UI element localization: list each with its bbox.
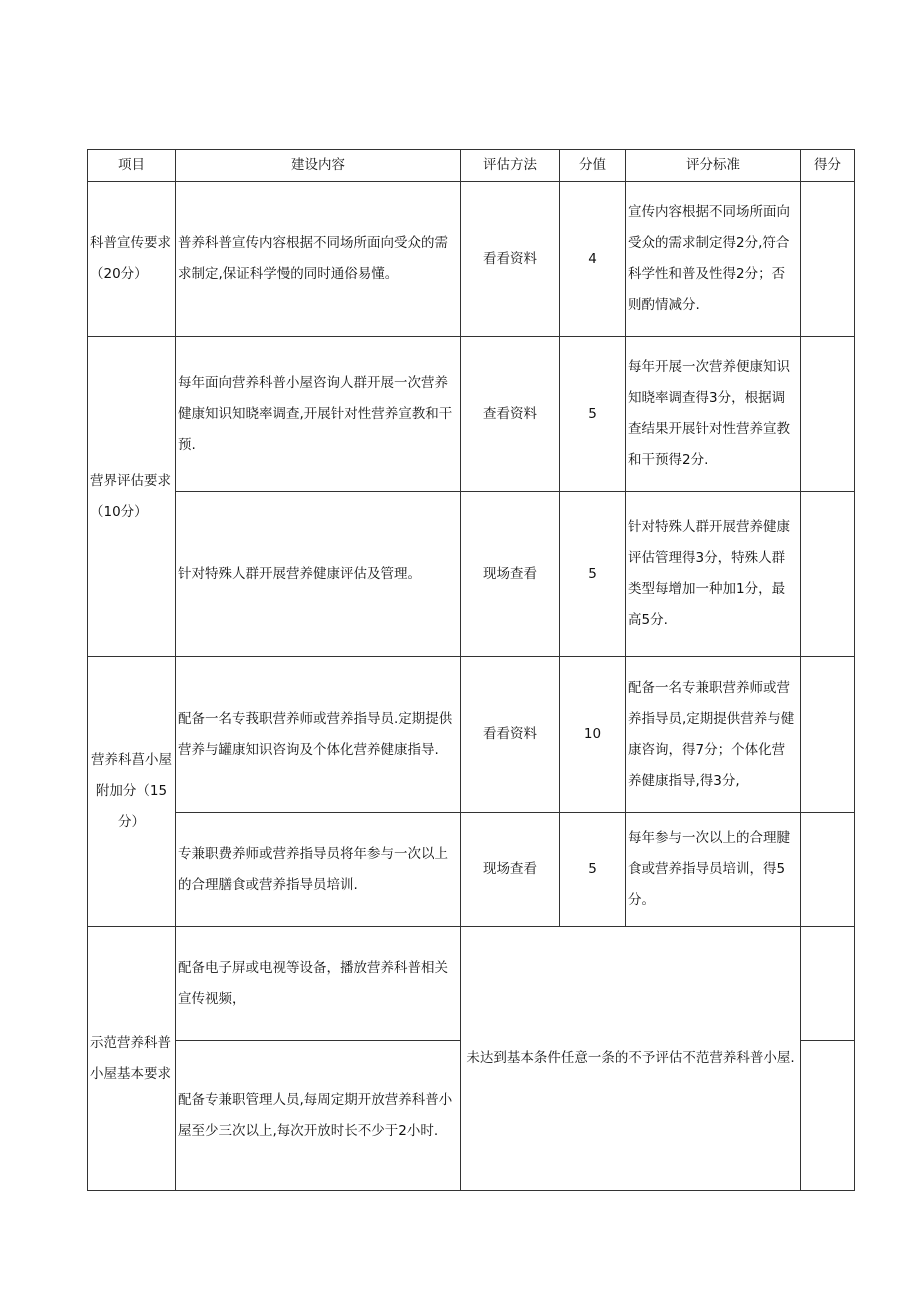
points-cell: 5 xyxy=(560,492,626,657)
project-cell: 营界评估要求（10分） xyxy=(88,337,176,657)
score-cell[interactable] xyxy=(801,813,855,927)
score-cell[interactable] xyxy=(801,657,855,813)
score-cell[interactable] xyxy=(801,492,855,657)
content-cell: 配备专兼职管理人员,每周定期开放营养科普小屋至少三次以上,每次开放时长不少于2小时. xyxy=(176,1041,461,1191)
header-content: 建设内容 xyxy=(176,150,461,182)
criteria-cell: 宣传内容根据不同场所面向受众的需求制定得2分,符合科学性和普及性得2分；否则酌情减分. xyxy=(626,182,801,337)
table-row xyxy=(88,182,855,337)
content-cell: 专兼职费养师或营养指导员将年参与一次以上的合理膳食或营养指导员培训. xyxy=(176,813,461,927)
header-row xyxy=(88,150,855,182)
points-cell: 4 xyxy=(560,182,626,337)
table-row xyxy=(88,337,855,492)
content-cell: 每年面向营养科普小屋咨询人群开展一次营养健康知识知晓率调查,开展针对性营养宣教和干预. xyxy=(176,337,461,492)
project-cell: 营养科菖小屋附加分（15分） xyxy=(88,657,176,927)
score-cell[interactable] xyxy=(801,927,855,1041)
content-cell: 配备电子屏或电视等设备，播放营养科普相关宣传视频， xyxy=(176,927,461,1041)
method-cell: 看看资料 xyxy=(461,182,560,337)
header-score: 得分 xyxy=(801,150,855,182)
merged-note-cell: 未达到基本条件任意一条的不予评估不范营养科普小屋. xyxy=(461,927,801,1191)
table-row xyxy=(88,927,855,1041)
project-cell: 示范营养科普小屋基本要求 xyxy=(88,927,176,1191)
header-method: 评估方法 xyxy=(461,150,560,182)
points-cell: 5 xyxy=(560,337,626,492)
score-cell[interactable] xyxy=(801,182,855,337)
points-cell: 5 xyxy=(560,813,626,927)
table-row xyxy=(88,657,855,813)
evaluation-table xyxy=(87,149,855,1191)
criteria-cell: 每年开展一次营养便康知识知晓率调查得3分，根据调查结果开展针对性营养宣教和干预得2分. xyxy=(626,337,801,492)
points-cell: 10 xyxy=(560,657,626,813)
score-cell[interactable] xyxy=(801,1041,855,1191)
score-cell[interactable] xyxy=(801,337,855,492)
table-row xyxy=(88,813,855,927)
method-cell: 看看资料 xyxy=(461,657,560,813)
header-criteria: 评分标准 xyxy=(626,150,801,182)
content-cell: 配备一名专莪职营养师或营养指导员.定期提供营养与罐康知识咨询及个体化营养健康指导. xyxy=(176,657,461,813)
project-cell: 科普宣传要求（20分） xyxy=(88,182,176,337)
criteria-cell: 配备一名专兼职营养师或营养指导员,定期提供营养与健康咨询，得7分；个体化营养健康指导,得3分, xyxy=(626,657,801,813)
criteria-cell: 针对特殊人群开展营养健康评估管理得3分，特殊人群类型每增加一种加1分，最高5分. xyxy=(626,492,801,657)
header-project: 项目 xyxy=(88,150,176,182)
method-cell: 现场查看 xyxy=(461,492,560,657)
table-row xyxy=(88,492,855,657)
content-cell: 普养科普宣传内容根据不同场所面向受众的需求制定,保证科学慢的同时通俗易懂。 xyxy=(176,182,461,337)
method-cell: 现场查看 xyxy=(461,813,560,927)
criteria-cell: 每年参与一次以上的合理腱食或营养指导员培训，得5分。 xyxy=(626,813,801,927)
method-cell: 查看资料 xyxy=(461,337,560,492)
content-cell: 针对特殊人群开展营养健康评估及管理。 xyxy=(176,492,461,657)
header-points: 分值 xyxy=(560,150,626,182)
